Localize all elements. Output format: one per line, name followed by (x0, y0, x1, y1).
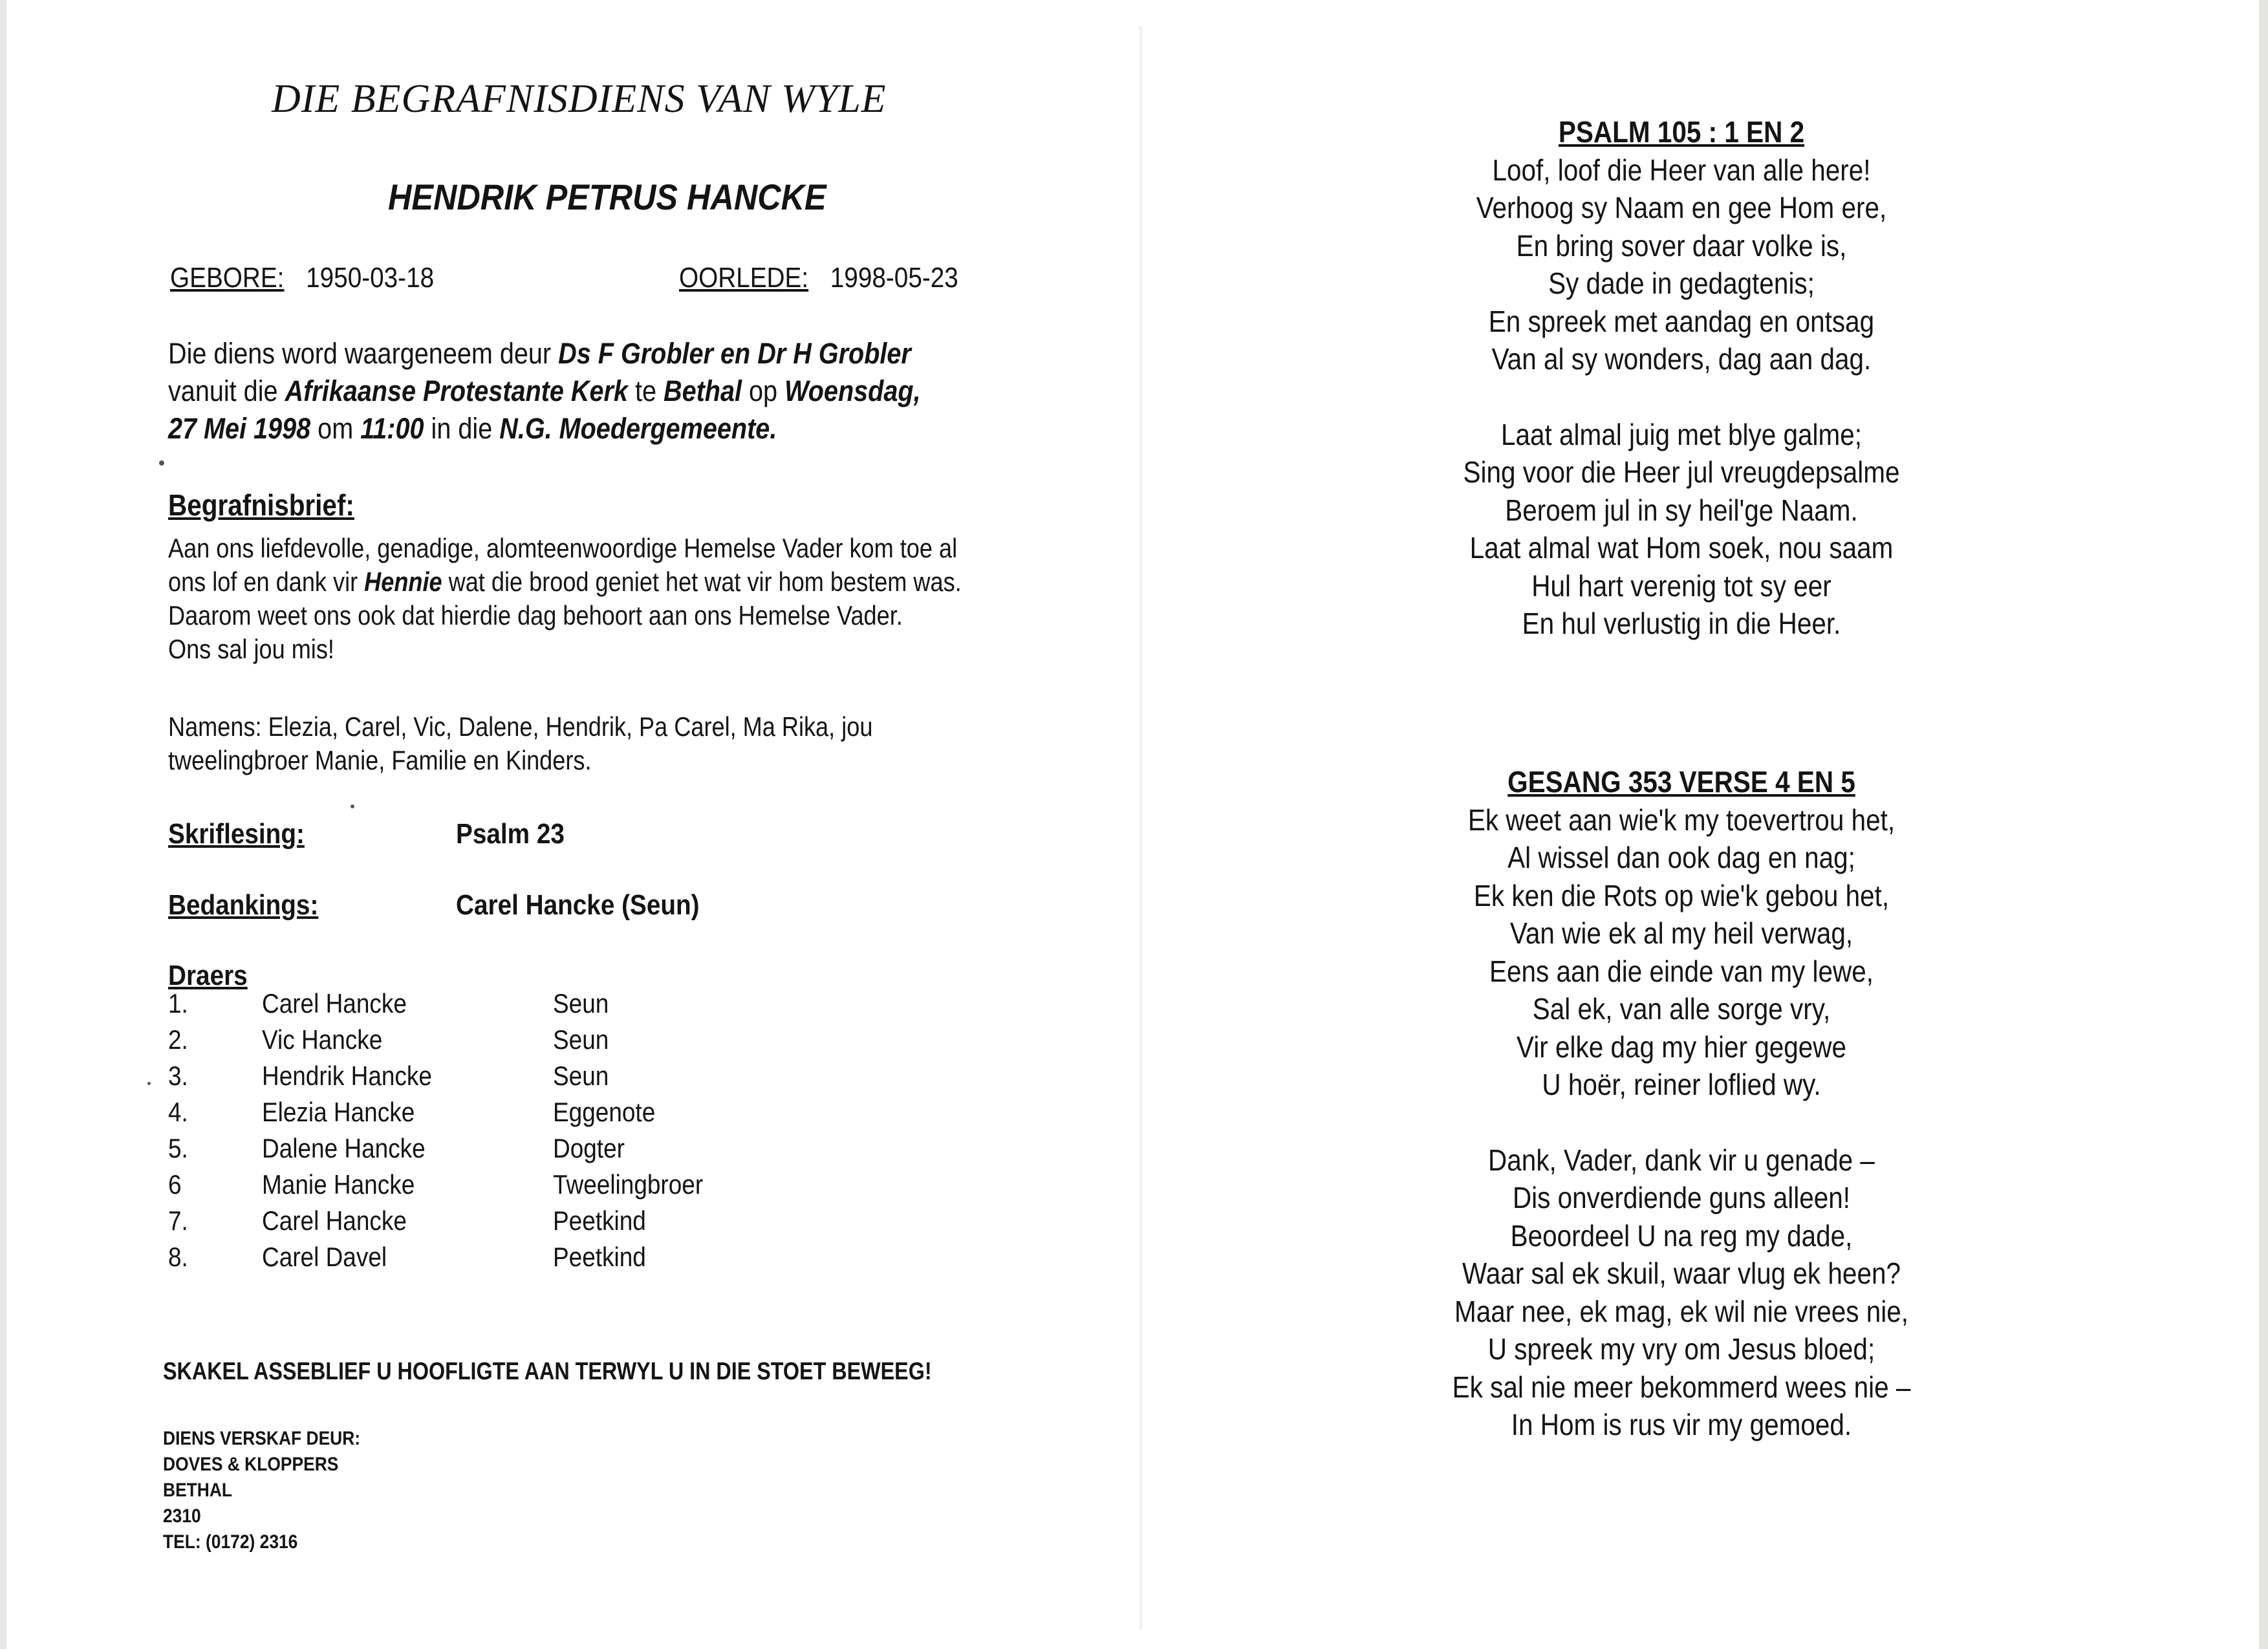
reading-label: Skriflesing: (168, 818, 305, 850)
service-date: 27 Mei 1998 (168, 412, 311, 445)
church-name: Afrikaanse Protestante Kerk (285, 374, 628, 407)
born-label: GEBORE: (170, 262, 285, 294)
bearer-relation: Peetkind (553, 1242, 646, 1272)
undertaker-name: DOVES & KLOPPERS (163, 1454, 339, 1475)
verse-line: Vir elke dag my hier gegewe (1516, 1029, 1847, 1064)
bearer-name: Dalene Hancke (262, 1133, 426, 1163)
service-text: Die diens word waargeneem deur (168, 337, 559, 370)
verse-line: Sing voor die Heer jul vreugdepsalme (1463, 455, 1900, 489)
bearer-number: 6 (168, 1169, 182, 1200)
undertaker-phone: TEL: (0172) 2316 (163, 1531, 298, 1553)
nickname: Hennie (364, 566, 442, 597)
bearers-heading: Draers (168, 960, 248, 991)
bearer-relation: Dogter (553, 1133, 625, 1163)
bearer-name: Elezia Hancke (262, 1097, 415, 1127)
verse-line: Sy dade in gedagtenis; (1548, 266, 1815, 300)
letter-line-1: Aan ons liefdevolle, genadige, alomteenwoordige Hemelse Vader kom toe al (168, 533, 958, 563)
letter-text: wat die brood geniet het wat vir hom bestem was. (442, 566, 962, 597)
verse-line: In Hom is rus vir my gemoed. (1511, 1408, 1852, 1441)
bearer-relation: Eggenote (553, 1097, 656, 1127)
verse-line: Ek sal nie meer bekommerd wees nie – (1452, 1370, 1911, 1404)
service-text: te (627, 374, 664, 407)
verse-line: En hul verlustig in die Heer. (1522, 607, 1841, 640)
bearer-name: Vic Hancke (262, 1024, 383, 1055)
letter-line-3: Daarom weet ons ook dat hierdie dag behoort aan ons Hemelse Vader. (168, 600, 903, 630)
on-behalf-line-2: tweelingbroer Manie, Familie en Kinders. (168, 745, 592, 775)
verse-line: Eens aan die einde van my lewe, (1489, 954, 1874, 988)
verse-line: Van wie ek al my heil verwag, (1509, 916, 1853, 950)
undertaker-line: DIENS VERSKAF DEUR: (163, 1428, 361, 1449)
verse-line: En bring sover daar volke is, (1516, 228, 1847, 263)
died-label: OORLEDE: (679, 262, 809, 294)
reading-value: Psalm 23 (456, 818, 565, 850)
bearer-relation: Tweelingbroer (553, 1169, 704, 1200)
service-text: in die (424, 412, 500, 445)
thanks-value: Carel Hancke (Seun) (456, 889, 700, 921)
service-time: 11:00 (360, 412, 424, 445)
service-venue: N.G. Moedergemeente. (499, 412, 777, 445)
bearer-number: 7. (168, 1205, 188, 1236)
verse-line: Laat almal wat Hom soek, nou saam (1469, 531, 1894, 565)
verse-line: Dank, Vader, dank vir u genade – (1488, 1143, 1875, 1177)
born-line (170, 262, 470, 294)
paper-edge-right (2259, 0, 2268, 1649)
died-date: 1998-05-23 (830, 262, 958, 294)
on-behalf-of (168, 710, 988, 777)
verse-line: Ek ken die Rots op wie'k gebou het, (1473, 878, 1890, 912)
bearer-relation: Peetkind (553, 1205, 646, 1236)
verse-line: Dis onverdiende guns alleen! (1512, 1181, 1851, 1214)
service-line-3 (168, 410, 908, 447)
verse-line: U spreek my vry om Jesus bloed; (1487, 1332, 1875, 1366)
verse-line: Loof, loof die Heer van alle here! (1492, 153, 1871, 187)
verse-line: En spreek met aandag en ontsag (1488, 304, 1875, 338)
service-line-2 (168, 372, 921, 410)
service-line-1 (168, 335, 911, 372)
on-behalf-line-1: Namens: Elezia, Carel, Vic, Dalene, Hendrik, Pa Carel, Ma Rika, jou (168, 711, 873, 742)
paper-edge-left (0, 0, 6, 1649)
bearer-number: 4. (168, 1097, 188, 1127)
died-line (679, 262, 997, 294)
verse-line: Laat almal juig met blye galme; (1500, 417, 1863, 451)
hymn-title: GESANG 353 VERSE 4 EN 5 (1507, 765, 1855, 799)
born-date: 1950-03-18 (306, 262, 435, 294)
hymn-block (1293, 763, 2069, 1444)
bearer-number: 8. (168, 1242, 188, 1272)
letter-heading-text: Begrafnisbrief: (168, 488, 354, 522)
stanza-gap (1293, 378, 2069, 416)
verse-line: Hul hart verenig tot sy eer (1531, 568, 1831, 603)
program-title: DIE BEGRAFNISDIENS VAN WYLE (272, 77, 887, 121)
bearer-name: Carel Hancke (262, 1205, 407, 1236)
undertaker-postcode: 2310 (163, 1505, 201, 1527)
verse-line: U hoër, reiner loflied wy. (1542, 1068, 1821, 1101)
service-details (168, 335, 1009, 447)
verse-line: Beroem jul in sy heil'ge Naam. (1505, 493, 1858, 527)
town-name: Bethal (663, 374, 742, 407)
bearer-name: Carel Davel (262, 1242, 387, 1272)
verse-line: Waar sal ek skuil, waar vlug ek heen? (1462, 1256, 1901, 1290)
bearer-relation: Seun (553, 1024, 609, 1055)
bearer-number: 5. (168, 1133, 188, 1163)
thanks-label: Bedankings: (168, 889, 319, 921)
bearer-number: 3. (168, 1061, 188, 1091)
service-text: om (310, 412, 361, 445)
letter-text: ons lof en dank vir (168, 566, 365, 597)
bearer-name: Hendrik Hancke (262, 1061, 432, 1091)
scan-speck (351, 804, 354, 808)
funeral-letter (168, 532, 1090, 666)
psalm-title: PSALM 105 : 1 EN 2 (1558, 115, 1805, 149)
service-text: op (742, 374, 785, 407)
service-text: vanuit die (168, 374, 285, 407)
verse-line: Van al sy wonders, dag aan dag. (1491, 342, 1872, 376)
service-weekday: Woensdag, (784, 374, 921, 407)
letter-heading (168, 488, 380, 523)
verse-line: Maar nee, ek mag, ek wil nie vrees nie, (1454, 1294, 1908, 1328)
scan-speck (159, 460, 164, 466)
verse-line: Sal ek, van alle sorge vry, (1532, 992, 1831, 1026)
bearer-number: 1. (168, 988, 188, 1018)
verse-line: Ek weet aan wie'k my toevertrou het, (1467, 803, 1895, 837)
verse-line: Beoordeel U na reg my dade, (1510, 1218, 1853, 1253)
bearer-number: 2. (168, 1024, 188, 1055)
letter-line-2 (168, 565, 962, 599)
verse-line: Verhoog sy Naam en gee Hom ere, (1476, 191, 1887, 224)
undertaker-info (163, 1426, 387, 1555)
undertaker-town: BETHAL (163, 1480, 233, 1501)
bearer-name: Manie Hancke (262, 1169, 415, 1200)
deceased-name: HENDRIK PETRUS HANCKE (388, 177, 826, 217)
psalm-block (1293, 113, 2069, 643)
bearer-relation: Seun (553, 988, 609, 1018)
stanza-gap (1293, 1104, 2069, 1141)
bearer-name: Carel Hancke (262, 988, 407, 1018)
page-fold (1139, 26, 1142, 1630)
bearer-relation: Seun (553, 1061, 609, 1091)
headlights-notice: SKAKEL ASSEBLIEF U HOOFLIGTE AAN TERWYL U IN DIE STOET BEWEEG! (163, 1358, 932, 1385)
scan-speck (147, 1082, 151, 1085)
officiants: Ds F Grobler en Dr H Grobler (558, 337, 911, 370)
letter-line-4: Ons sal jou mis! (168, 634, 334, 664)
verse-line: Al wissel dan ook dag en nag; (1507, 841, 1855, 874)
